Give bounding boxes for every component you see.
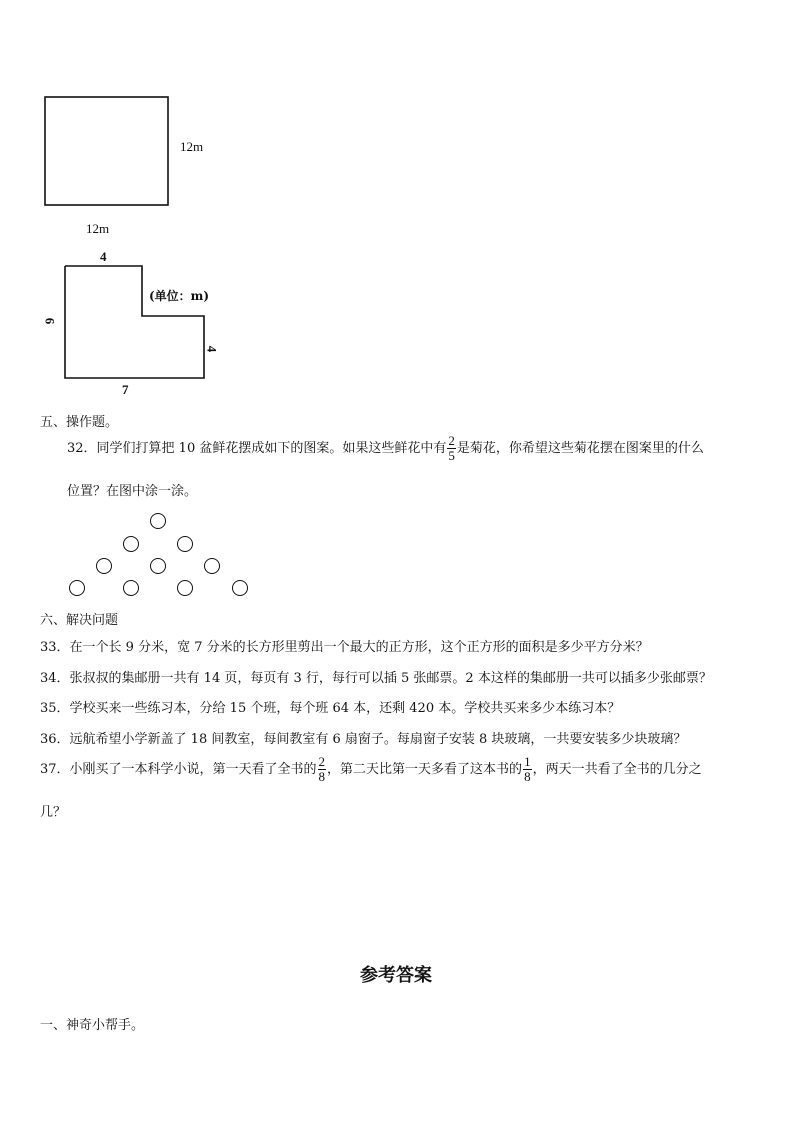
- square-bottom-label: 12m: [86, 221, 110, 236]
- q37-part1: 37．小刚买了一本科学小说，第一天看了全书的: [40, 762, 317, 777]
- q37-fraction-2: $\frac{1}{8}$: [524, 754, 531, 784]
- square-side-label: 12m: [180, 139, 204, 154]
- question-37-line2: 几？: [40, 805, 67, 820]
- l-shape-figure: [40, 248, 240, 398]
- q32-fraction: $\frac{2}{5}$: [448, 433, 455, 463]
- flower-circle[interactable]: [232, 580, 248, 596]
- flower-circle[interactable]: [69, 580, 85, 596]
- question-36: 36．远航希望小学新盖了 18 间教室，每间教室有 6 扇窗子。每扇窗子安装 8 块玻璃，一共要安装多少块玻璃？: [40, 732, 687, 747]
- question-34: 34．张叔叔的集邮册一共有 14 页，每页有 3 行，每行可以插 5 张邮票。2 本这样的集邮册一共可以插多少张邮票？: [40, 671, 712, 686]
- q32-line2: 位置？在图中涂一涂。: [67, 484, 198, 499]
- answers-title: 参考答案: [360, 965, 432, 986]
- q32-text-before: 32．同学们打算把 10 盆鲜花摆成如下的图案。如果这些鲜花中有: [67, 441, 447, 456]
- l-shape-outline: [65, 266, 204, 378]
- question-33: 33．在一个长 9 分米，宽 7 分米的长方形里剪出一个最大的正方形，这个正方形的面积是多少平方分米？: [40, 640, 649, 655]
- flower-circle[interactable]: [177, 580, 193, 596]
- q32-text-after: 是菊花，你希望这些菊花摆在图案里的什么: [456, 441, 704, 456]
- square-shape: [45, 97, 168, 205]
- q37-part3: ，两天一共看了全书的几分之: [532, 762, 702, 777]
- flower-circle[interactable]: [96, 558, 112, 574]
- q37-fraction-1: $\frac{2}{8}$: [318, 754, 326, 784]
- question-37-line1: [40, 755, 702, 784]
- flower-circle[interactable]: [123, 536, 139, 552]
- flower-circle[interactable]: [150, 513, 166, 529]
- q37-part2: ，第二天比第一天多看了这本书的: [327, 762, 523, 777]
- flower-circle[interactable]: [123, 580, 139, 596]
- flower-circle[interactable]: [204, 558, 220, 574]
- square-figure: [40, 92, 220, 242]
- q32-line1: [67, 434, 704, 463]
- section5-heading: 五、操作题。: [40, 415, 119, 430]
- question-35: 35．学校买来一些练习本，分给 15 个班，每个班 64 本，还剩 420 本。学校共买来多少本练习本？: [40, 701, 621, 716]
- section6-heading: 六、解决问题: [40, 613, 119, 628]
- flower-circle[interactable]: [177, 536, 193, 552]
- l-shape-right-label: 4: [204, 345, 220, 353]
- answers-section1: 一、神奇小帮手。: [40, 1018, 145, 1033]
- flower-circle[interactable]: [150, 558, 166, 574]
- unit-note: (单位：m): [149, 289, 210, 303]
- l-shape-bottom-label: 7: [122, 382, 129, 397]
- l-shape-top-label: 4: [100, 249, 107, 264]
- l-shape-left-label: 6: [42, 317, 58, 325]
